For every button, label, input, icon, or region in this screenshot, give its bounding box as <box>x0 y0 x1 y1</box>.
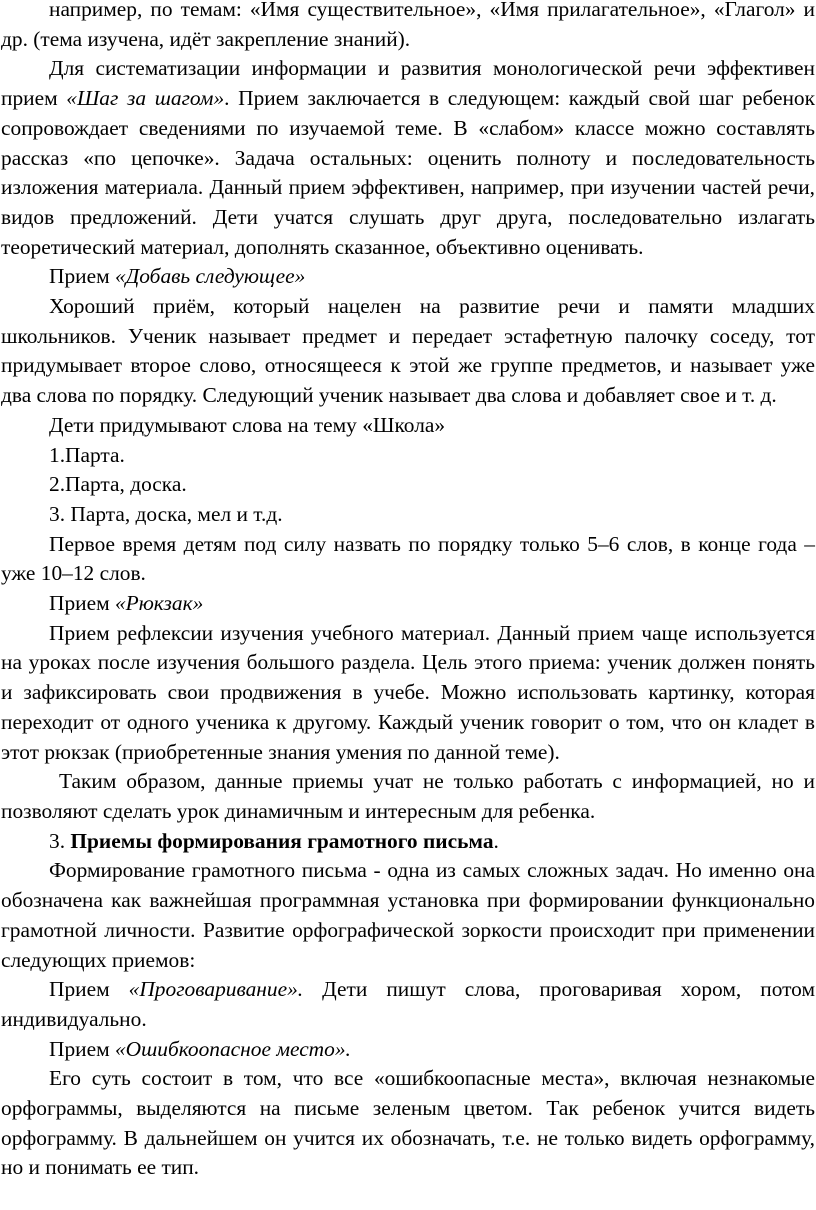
paragraph-conclusion <box>1 767 815 826</box>
section-title: Приемы формирования грамотного письма <box>70 828 494 853</box>
paragraph-backpack <box>1 619 815 768</box>
section-number: 3. <box>49 828 71 853</box>
technique-label: Прием <box>49 1036 115 1061</box>
technique-heading <box>1 1035 815 1065</box>
technique-heading <box>1 262 815 292</box>
list-item-text: 3. Парта, доска, мел и т.д. <box>49 501 283 526</box>
technique-title: «Добавь следующее» <box>114 264 306 289</box>
list-item <box>1 470 815 500</box>
paragraph-text: Дети придумывают слова на тему «Школа» <box>49 412 446 437</box>
paragraph-text: Для систематизации информации и развития монологической речи эффективен прием <box>1 56 815 111</box>
paragraph-text: . Прием заключается в следующем: каждый свой шаг ребенок сопровождает сведениями по изучаемой теме. В «слабом» классе можно составлять рассказ «по цепочке». Задача остальных: оценить полноту и последовательность изложения материала. Данный прием эффективен, например, при изучении частей речи, видов предложений. Дети учатся слушать друг друга, последовательно излагать теоретический материал, дополнять сказанное, объективно оценивать. <box>1 86 816 259</box>
paragraph-speaking-aloud <box>1 975 815 1034</box>
technique-title: «Проговаривание». <box>128 977 304 1002</box>
list-item <box>1 441 815 471</box>
technique-title: «Рюкзак» <box>114 591 204 616</box>
paragraph-continuation <box>1 0 815 54</box>
paragraph-text: Его суть состоит в том, что все «ошибкоопасные места», включая незнакомые орфограммы, выделяются на письме зеленым цветом. Так ребенок учится видеть орфограмму. В дальнейшем он учится их обозначать, т.е. не только видеть орфограмму, но и понимать ее тип. <box>1 1066 815 1180</box>
paragraph-text: Хороший приём, который нацелен на развитие речи и памяти младших школьников. Ученик называет предмет и передает эстафетную палочку соседу, тот придумывает второе слово, относящееся к этой же группе предметов, и называет уже два слова по порядку. Следующий ученик называет два слова и добавляет свое и т. д. <box>1 294 815 408</box>
paragraph-text: Дети пишут слова, проговаривая хором, потом индивидуально. <box>1 977 815 1031</box>
technique-heading <box>1 589 815 619</box>
paragraph-text: Формирование грамотного письма - одна из самых сложных задач. Но именно она обозначена как важнейшая программная установка при формировании функционально грамотной личности. Развитие орфографической зоркости происходит при применении следующих приемов: <box>1 858 815 972</box>
technique-label: Прием <box>49 264 115 289</box>
paragraph-literacy <box>1 856 815 975</box>
technique-title: «Шаг за шагом» <box>66 86 225 111</box>
paragraph-word-count <box>1 530 815 589</box>
paragraph-school-topic <box>1 411 815 441</box>
paragraph-text: Первое время детям под силу назвать по порядку только 5–6 слов, в конце года – уже 10–12 слов. <box>1 531 815 586</box>
section-heading <box>1 827 815 857</box>
technique-title: «Ошибкоопасное место». <box>114 1036 351 1061</box>
list-item <box>1 500 815 530</box>
paragraph-text: например, по темам: «Имя существительное», «Имя прилагательное», «Глагол» и др. (тема изучена, идёт закрепление знаний). <box>1 0 815 51</box>
list-item-text: 1.Парта. <box>49 442 125 467</box>
paragraph-text: Прием рефлексии изучения учебного материал. Данный прием чаще используется на уроках после изучения большого раздела. Цель этого приема: ученик должен понять и зафиксировать свои продвижения в учебе. Можно использовать картинку, которая переходит от одного ученика к другому. Каждый ученик говорит о том, что он кладет в этот рюкзак (приобретенные знания умения по данной теме). <box>1 620 815 764</box>
paragraph-add-next <box>1 292 815 411</box>
paragraph-error-prone <box>1 1064 815 1183</box>
paragraph-text: Таким образом, данные приемы учат не только работать с информацией, но и позволяют сделать урок динамичным и интересным для ребенка. <box>1 769 815 823</box>
technique-label: Прием <box>49 591 115 616</box>
section-title-end: . <box>493 828 499 853</box>
list-item-text: 2.Парта, доска. <box>49 472 187 497</box>
paragraph-step-by-step <box>1 54 815 262</box>
technique-label: Прием <box>49 977 129 1002</box>
